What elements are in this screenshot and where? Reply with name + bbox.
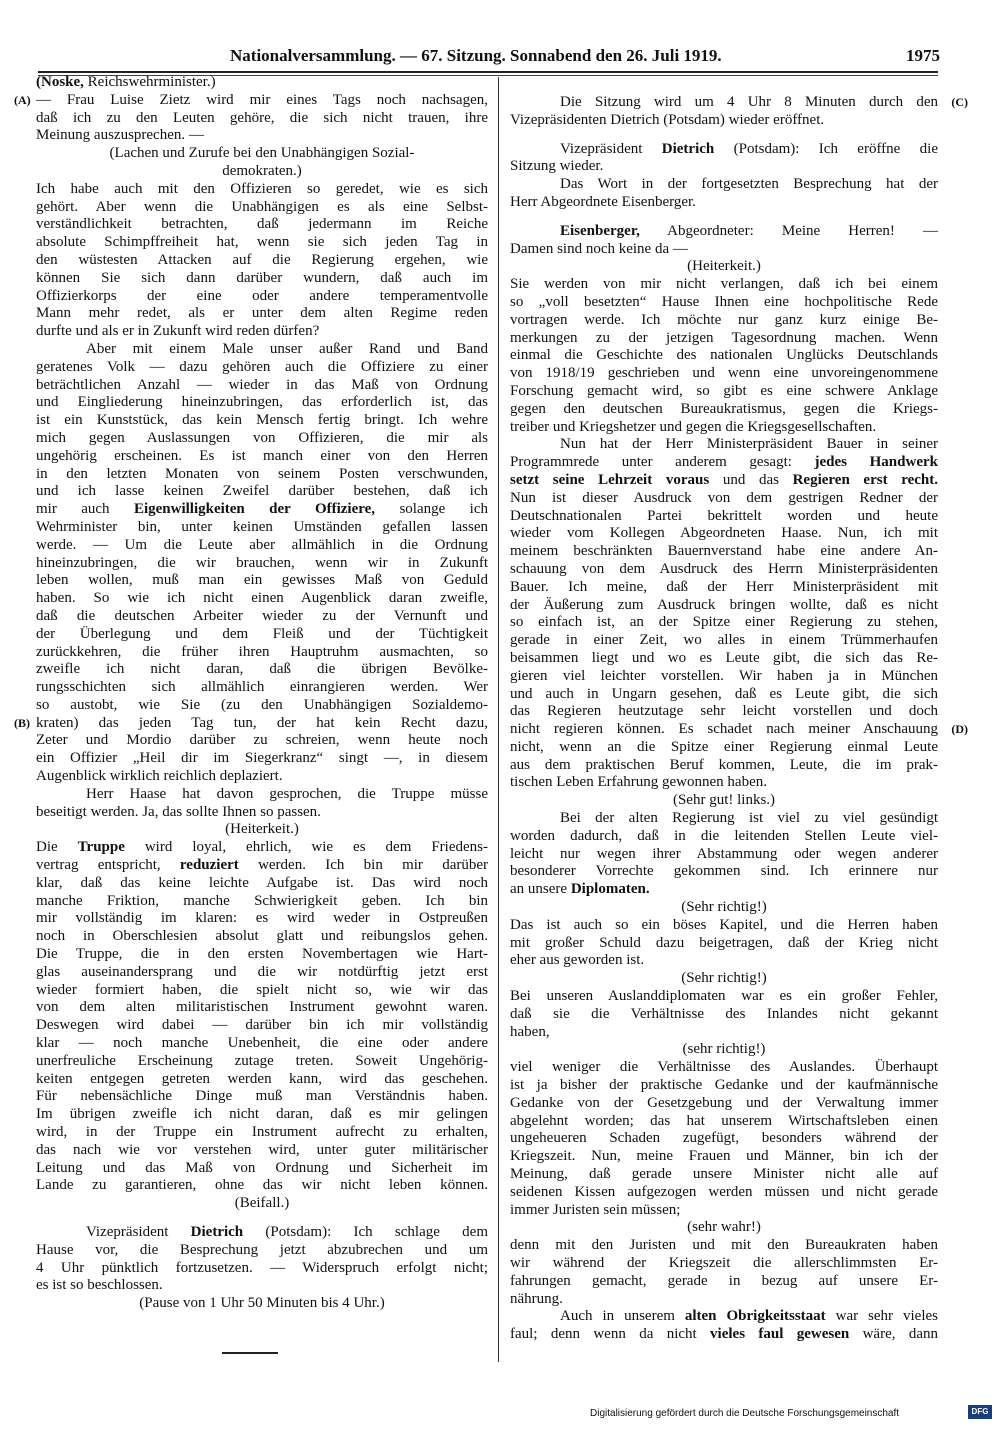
text-line: keiten entgegen getreten werden kann, wird das geschehen. [36, 1070, 488, 1087]
text-line: leben wollen, muß man ein gewisses Maß von Geduld [36, 572, 488, 589]
text-line: in den letzten Monaten von seinem Posten verschwunden, [36, 465, 488, 482]
text-line: worden dadurch, daß in die leitenden Stellen Leute viel- [510, 827, 938, 844]
text-line: Sie werden von mir nicht verlangen, daß ich bei einem [510, 276, 938, 293]
bold-emphasis: Diplomaten. [570, 881, 650, 898]
text-line: es ist so beschlossen. [36, 1277, 163, 1294]
stage-direction-line: (Sehr richtig!) [681, 899, 767, 916]
text-line [36, 1224, 488, 1242]
text-line: Aber mit einem Male unser außer Rand und Band [86, 340, 488, 357]
running-header [230, 46, 940, 66]
text-line: kraten) das jeden Tag tun, der hat kein Recht dazu, (B) [14, 714, 488, 731]
margin-marker: (A) [14, 92, 31, 107]
header-title: Nationalversammlung. — 67. Sitzung. Sonnabend den 26. Juli 1919. [230, 46, 722, 65]
text-line [36, 839, 488, 857]
text-line: Sitzung wieder. [510, 158, 604, 175]
text-segment: wird loyal, ehrlich, wie es dem Friedens- [124, 839, 488, 856]
bold-emphasis: Eigenwilligkeiten der Offiziere, [133, 501, 376, 518]
text-line [510, 881, 938, 899]
bold-emphasis: vieles faul gewesen [710, 1326, 850, 1343]
footer-credit: Digitalisierung gefördert durch die Deutsche Forschungsgemeinschaft [590, 1408, 900, 1419]
text-line: Im übrigen zweifle ich nicht daran, daß es mir gelingen [36, 1106, 488, 1123]
text-line: das nach wie vor verstehen wird, unter guter militärischer [36, 1141, 488, 1158]
header-rule [38, 71, 938, 73]
text-line: Damen sind noch keine da — [510, 240, 688, 257]
stage-direction-line: (Sehr gut! links.) [672, 792, 776, 809]
text-line: können Sie sich dann darüber wundern, daß auch im [36, 269, 488, 286]
left-column [14, 74, 488, 1313]
text-line: wird, in der Truppe ein Instrument aufrecht zu erhalten, [36, 1124, 488, 1141]
text-line: denn mit den Juristen und mit den Bureaukraten haben [510, 1237, 938, 1254]
text-line: Meinung, daß gerade unsere Minister nicht alle auf [510, 1166, 938, 1183]
text-segment: an unsere [510, 881, 571, 898]
text-line: Ich habe auch mit den Offizieren so geredet, wie es sich [36, 180, 488, 197]
text-line: wieder formiert haben, die spielt nicht so, wie wir das [36, 981, 488, 998]
text-line: nicht regieren können. Es schadet nach meiner Anschauung (D) [510, 721, 968, 738]
stage-direction-line: (sehr richtig!) [682, 1041, 766, 1058]
text-line: Offizierkorps der eine oder andere temperamentvolle [36, 287, 488, 304]
dfg-logo: DFG [968, 1405, 992, 1419]
text-line: beträchtlichen Anzahl — wieder in das Maß von Ordnung [36, 376, 488, 393]
section-end-rule [222, 1352, 278, 1354]
text-line: Meinung auszusprechen. — [36, 127, 204, 144]
bold-emphasis: jedes Handwerk [814, 454, 938, 471]
stage-direction-line: demokraten.) [222, 162, 302, 179]
text-line: Bauer. Ich meine, daß der Herr Ministerpräsident mit [510, 578, 938, 595]
text-line: haben, [510, 1023, 550, 1040]
text-line: unerfreuliche Erscheinung zutage treten. Soweit Ungehörig- [36, 1052, 488, 1069]
text-line: Das Wort in der fortgesetzten Besprechung hat der [560, 176, 938, 193]
text-line: daß sie die Verhältnisse des Inlandes nicht gekannt [510, 1005, 938, 1022]
text-line: Lande zu garantieren, ohne das wir nicht leben können. [36, 1177, 488, 1194]
text-line: von 1918/19 geschrieben und wenn eine unvoreingenommene [510, 365, 938, 382]
bold-emphasis: Truppe [77, 839, 125, 856]
bold-emphasis: (Noske, [36, 74, 84, 90]
text-segment: vertrag entspricht, [36, 857, 180, 874]
text-line: Vizepräsidenten Dietrich (Potsdam) wieder eröffnet. [510, 111, 825, 128]
text-line: klar, daß das keine leichte Aufgabe ist. Das wird noch [36, 874, 488, 891]
text-line: absolute Schimpffreiheit hat, wenn sie sich jeden Tag in [36, 234, 488, 251]
text-line: Deutschnationalen Partei bekrittelt worden und heute [510, 507, 938, 524]
text-line: vortragen werde. Ich möchte nur ganz kurz einige Be- [510, 311, 938, 328]
text-line: wieder vom Kollegen Abgeordneten Haase. Nun, ich mit [510, 525, 938, 542]
text-line: von dem alten militaristischen Instrument gewohnt waren. [36, 999, 488, 1016]
text-line [510, 472, 938, 490]
text-line: ein Offizier „Heil dir im Siegerkranz“ singt —, in diesem [36, 750, 488, 767]
bold-emphasis: setzt seine Lehrzeit voraus [510, 471, 710, 488]
text-segment: und das [709, 471, 793, 488]
text-segment: faul; denn wenn da nicht [510, 1326, 711, 1343]
stage-direction-line: (Heiterkeit.) [687, 258, 761, 275]
text-line: meinem beschränkten Bauernverstand habe eine andere An- [510, 543, 938, 560]
text-line: klar — noch manche Unebenheit, die eine oder andere [36, 1035, 488, 1052]
text-line: verständlichkeit betrachten, daß jedermann im Reiche [36, 216, 488, 233]
text-line: so „voll besetzten“ Hause Ihnen eine hochpolitische Rede [510, 293, 938, 310]
text-line: mir vollständig im klaren: es wird weder in Ostpreußen [36, 910, 488, 927]
bold-emphasis: Regieren erst recht. [792, 471, 938, 488]
text-line: schauung von dem Ausdruck des Herrn Ministerpräsidenten [510, 560, 938, 577]
text-segment: werden. Ich bin mir darüber [238, 857, 488, 874]
text-line: gerade in einer Zeit, wo alles in einem Trümmerhaufen [510, 632, 938, 649]
text-line: besonderer Vorrechte gekommen sind. Ich erinnere nur [510, 863, 938, 880]
text-line [510, 1308, 938, 1326]
text-segment: wäre, dann [849, 1326, 938, 1343]
text-segment: (Potsdam): Ich eröffne die [714, 140, 939, 157]
text-segment: Die [36, 839, 78, 856]
text-line: Gedanke von der Gesetzgebung und der Verwaltung immer [510, 1094, 938, 1111]
text-line: Nun ist dieser Ausdruck von dem gestrigen Redner der [510, 489, 938, 506]
text-line: der Überlegung und dem Fleiß und der Tüchtigkeit [36, 625, 488, 642]
text-line: — Frau Luise Zietz wird mir eines Tags noch nachsagen, (A) [14, 91, 488, 108]
text-line: ist ja bisher der praktische Gedanke und der kaufmännische [510, 1077, 938, 1094]
text-line: ist ein Kunststück, das kein Mensch fertig bringt. Ich wehre [36, 412, 488, 429]
bold-emphasis: Dietrich [661, 140, 715, 157]
text-segment: Programmrede unter anderem gesagt: [510, 454, 815, 471]
text-line: seidenen Kissen aufgezogen werden müssen und nicht gerade [510, 1183, 938, 1200]
text-line: 4 Uhr pünktlich fortzusetzen. — Widerspruch erfolgt nicht; [36, 1259, 488, 1276]
text-line: so einfach ist, an der Spitze einer Regierung zu stehen, [510, 614, 938, 631]
text-line: daß die deutschen Arbeiter wieder zu der Vernunft und [36, 607, 488, 624]
text-line: Zeter und Mordio darüber zu schreien, wenn heute noch [36, 732, 488, 749]
text-line [36, 501, 488, 519]
text-line: Das ist auch so ein böses Kapitel, und die Herren haben [510, 916, 938, 933]
text-line: mich gegen Auslassungen von Offizieren, die mir als [36, 429, 488, 446]
text-line: fahrungen gemacht, gerade in bezug auf unsere Er- [510, 1272, 938, 1289]
text-line: beisammen liegt und wo es Leute gibt, die sich das Re- [510, 649, 938, 666]
text-line: aus dem praktischen Beruf kommen, Leute, die im prak- [510, 756, 938, 773]
text-line: Die Sitzung wird um 4 Uhr 8 Minuten durch den (C) [560, 94, 968, 110]
text-segment: solange ich [375, 501, 488, 518]
text-line: abgelehnt worden; das hat unserem Wirtschaftsleben einen [510, 1112, 938, 1129]
text-line: zweifle ich nicht daran, daß die übrigen Bevölke- [36, 661, 488, 678]
text-line [36, 74, 488, 92]
text-line: den wüstesten Attacken auf die Regierung ergehen, wie [36, 251, 488, 268]
text-line: Wehrminister bin, unter keinen Umständen gefallen lassen [36, 518, 488, 535]
text-line: merkungen zu der jetzigen Tagesordnung machen. Wenn [510, 329, 938, 346]
text-line: treiber und Kriegshetzer und gegen die Kriegsgesellschaften. [510, 418, 877, 435]
bold-emphasis: Eisenberger, [560, 222, 640, 239]
text-line: tischen Leben Erfahrung gewonnen haben. [510, 774, 767, 791]
margin-marker: (C) [951, 95, 968, 109]
bold-emphasis: Dietrich [190, 1224, 244, 1240]
text-line: das Regieren heutzutage sehr leicht vorstellen und doch [510, 703, 938, 720]
text-line: gieren viel leichter vorstellen. Wir haben ja in München [510, 667, 938, 684]
text-line: und ich lasse keinen Zweifel darüber bestehen, daß ich [36, 483, 488, 500]
text-line: haben. So wie ich nicht einen Augenblick daran zweifle, [36, 590, 488, 607]
text-line: der Äußerung zum Ausdruck bringen wollte, daß es nicht [510, 596, 938, 613]
text-line [510, 223, 938, 241]
text-segment: Auch in unserem [560, 1308, 685, 1325]
text-line: daß ich zu den Leuten gehöre, die sich nicht trauen, ihre [36, 109, 488, 126]
bold-emphasis: reduziert [179, 857, 239, 874]
text-segment: mir auch [36, 501, 134, 518]
text-line: Für nebensächliche Dinge muß man Verständnis haben. [36, 1088, 488, 1105]
text-line: Forschung gemacht wird, so gibt es eine schwere Anklage [510, 382, 938, 399]
stage-direction-line: (Pause von 1 Uhr 50 Minuten bis 4 Uhr.) [139, 1295, 385, 1312]
right-column [510, 94, 968, 1344]
text-line [36, 857, 488, 875]
text-line: Mann mehr redet, als er unter dem alten Regime reden [36, 305, 488, 322]
text-line: rungsschichten sich allmählich einrangieren werden. Wer [36, 679, 488, 696]
stage-direction-line: (Sehr richtig!) [681, 970, 767, 987]
text-line: Bei der alten Regierung ist viel zu viel gesündigt [560, 810, 938, 827]
text-line: ungeheueren Schaden zugefügt, besonders während der [510, 1130, 938, 1147]
text-line: gehört. Aber wenn die Unabhängigen es als eine Selbst- [36, 198, 488, 215]
text-line: hineinzubringen, die wir brauchen, wenn wir in Zukunft [36, 554, 488, 571]
text-line: Nun hat der Herr Ministerpräsident Bauer in seiner [560, 436, 938, 453]
text-segment: Vizepräsident [86, 1224, 191, 1240]
text-line: und Eingliederung hineinzubringen, das erforderlich ist, das [36, 394, 488, 411]
stage-direction-line: (Lachen und Zurufe bei den Unabhängigen Sozial- [109, 145, 415, 162]
stage-direction-line: (Beifall.) [234, 1195, 290, 1212]
text-line: glas auseinandersprang und die wir notdürftig jetzt erst [36, 963, 488, 980]
text-line [510, 454, 938, 472]
text-segment: (Potsdam): Ich schlage dem [243, 1224, 488, 1240]
text-line: nährung. [510, 1290, 563, 1307]
text-line: mit großer Schuld dazu beigetragen, daß der Krieg nicht [510, 934, 938, 951]
text-line: Herr Haase hat davon gesprochen, die Truppe müsse [86, 785, 488, 802]
text-line: beseitigt werden. Ja, das sollte Ihnen so passen. [36, 803, 321, 820]
margin-marker: (D) [951, 722, 968, 737]
text-line: und auch in Ungarn gesehen, daß es Leute gibt, die sich [510, 685, 938, 702]
text-line: ungehörig erscheinen. Es ist manch einer von den Herren [36, 447, 488, 464]
text-line: werde. — Um die Leute aber allmählich in die Ordnung [36, 536, 488, 553]
text-line: Augenblick wirklich reichlich deplaziert. [36, 768, 283, 785]
text-line: Deswegen wird dabei — darüber bin ich mir vollständig [36, 1017, 488, 1034]
column-divider [498, 77, 499, 1362]
text-line: Kriegszeit. Nun, meine Frauen und Männer, bin ich der [510, 1148, 938, 1165]
text-line [510, 141, 938, 159]
text-line: zurückkehren, die früher ihren Hauptruhm ausmachten, so [36, 643, 488, 660]
text-line: einmal die Geschichte des nationalen Unglücks Deutschlands [510, 347, 938, 364]
text-segment: Reichswehrminister.) [83, 74, 216, 90]
text-line: leicht nur wegen ihrer Abstammung oder wegen anderer [510, 845, 938, 862]
bold-emphasis: alten Obrigkeitsstaat [684, 1308, 826, 1325]
stage-direction-line: (Heiterkeit.) [225, 821, 299, 838]
margin-marker: (B) [14, 715, 30, 730]
text-line: viel weniger die Verhältnisse des Auslandes. Überhaupt [510, 1059, 938, 1076]
stage-direction-line: (sehr wahr!) [687, 1219, 761, 1236]
text-segment: Abgeordneter: Meine Herren! — [639, 222, 938, 239]
text-line: wir während der Kriegszeit die allerschlimmsten Er- [510, 1255, 938, 1271]
text-segment: Vizepräsident [560, 140, 662, 157]
text-segment: war sehr vieles [825, 1308, 938, 1325]
text-line: Herr Abgeordnete Eisenberger. [510, 193, 696, 210]
text-line: eher aus geworden ist. [510, 952, 645, 969]
text-line: Leitung und das Maß von Ordnung und Sicherheit im [36, 1159, 488, 1176]
text-line: immer Juristen sein müssen; [510, 1201, 681, 1218]
text-line: Bei unseren Auslanddiplomaten war es ein großer Fehler, [510, 988, 938, 1005]
text-line: Hause vor, die Besprechung jetzt abzubrechen und um [36, 1241, 488, 1258]
text-line: manche Friktion, manche Schwierigkeit geben. Ich bin [36, 892, 488, 909]
text-line: Die Truppe, die in den ersten Novembertagen wie Hart- [36, 946, 488, 963]
page-number: 1975 [906, 46, 940, 65]
text-line: geratenes Volk — dazu gehören auch die Offiziere zu einer [36, 358, 488, 375]
text-line: durfte und als er in Zukunft wird reden dürfen? [36, 323, 320, 340]
text-line: so austobt, wie Sie (zu den Unabhängigen Sozialdemo- [36, 696, 488, 713]
text-line: nicht, wenn an die Spitze einer Regierung einmal Leute [510, 738, 938, 755]
text-line: gegen den deutschen Bureaukratismus, gegen die Kriegs- [510, 400, 938, 417]
text-line: noch in Oberschlesien absolut glatt und reibungslos gehen. [36, 928, 488, 945]
text-line [510, 1326, 938, 1344]
